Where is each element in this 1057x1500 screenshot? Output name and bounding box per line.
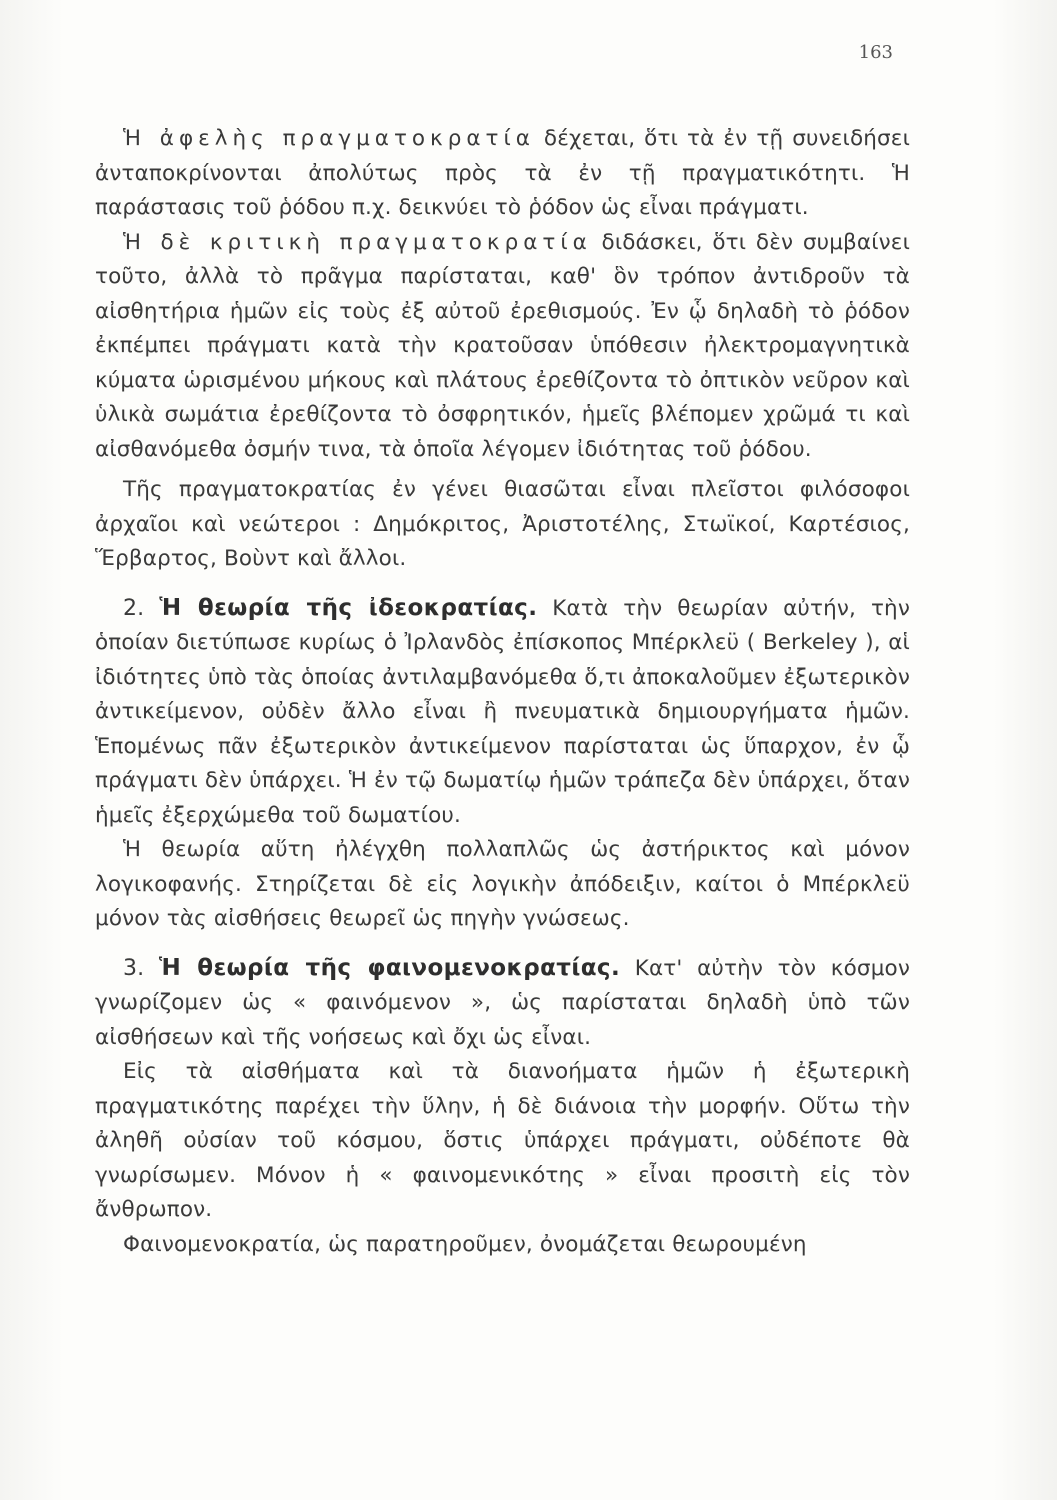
paragraph-naive-realism-text: δέχεται, ὅτι τὰ ἐν τῇ συνειδήσει ἀνταποκρίνονται ἀπολύτως πρὸς τὰ ἐν τῇ πραγματικότητι. Ἡ παράστασις τοῦ ῥόδου π.χ. δεικνύει τὸ ῥόδον ὡς εἶναι πράγματι. xyxy=(95,126,910,220)
paragraph-matter-form: Εἰς τὰ αἰσθήματα καὶ τὰ διανοήματα ἡμῶν ἡ ἐξωτερικὴ πραγματικότης παρέχει τὴν ὕλην, ἡ δὲ διάνοια τὴν μορφήν. Οὕτω τὴν ἀληθῆ οὐσίαν τοῦ κόσμου, ὅστις ὑπάρχει πράγματι, οὐδέποτε θὰ γνωρίσωμεν. Μόνον ἡ « φαινομενικότης » εἶναι προσιτὴ εἰς τὸν ἄνθρωπον. xyxy=(95,1059,910,1222)
page-body xyxy=(95,122,910,1262)
paragraph-naive-realism xyxy=(95,122,910,226)
section-phenomenalism-text: Κατ' αὐτὴν τὸν κόσμον γνωρίζομεν ὡς « φαινόμενον », ὡς παρίσταται δηλαδὴ ὑπὸ τῶν αἰσθήσεων καὶ τῆς νοήσεως καὶ ὄχι ὡς εἶναι. xyxy=(95,955,911,1050)
paragraph-idealism-critique: Ἡ θεωρία αὕτη ἠλέγχθη πολλαπλῶς ὡς ἀστήρικτος καὶ μόνον λογικοφανής. Στηρίζεται δὲ εἰς λογικὴν ἀπόδειξιν, καίτοι ὁ Μπέρκλεϋ μόνον τὰς αἰσθήσεις θεωρεῖ ὡς πηγὴν γνώσεως. xyxy=(95,837,910,931)
paragraph-critical-realism-text: διδάσκει, ὅτι δὲν συμβαίνει τοῦτο, ἀλλὰ τὸ πρᾶγμα παρίσταται, καθ' ὃν τρόπον ἀντιδροῦν τὰ αἰσθητήρια ἡμῶν εἰς τοὺς ἐξ αὐτοῦ ἐρεθισμούς. Ἐν ᾧ δηλαδὴ τὸ ῥόδον ἐκπέμπει πράγματι κατὰ τὴν κρατοῦσαν ὑπόθεσιν ἠλεκτρομαγνητικὰ κύματα ὡρισμένου μήκους καὶ πλάτους ἐρεθίζοντα τὸ ὀπτικὸν νεῦρον καὶ ὑλικὰ σωμάτια ἐρεθίζοντα τὸ ὀσφρητικόν, ἡμεῖς βλέπομεν χρῶμά τι καὶ αἰσθανόμεθα ὀσμήν τινα, τὰ ὁποῖα λέγομεν ἰδιότητας τοῦ ῥόδου. xyxy=(95,229,910,462)
section-idealism xyxy=(95,591,910,834)
spacer xyxy=(95,937,910,951)
spacer xyxy=(95,577,910,591)
section-idealism-text: Κατὰ τὴν θεωρίαν αὐτήν, τὴν ὁποίαν διετύπωσε κυρίως ὁ Ἰρλανδὸς ἐπίσκοπος Μπέρκλεϋ ( Berkeley ), αἱ ἰδιότητες ὑπὸ τὰς ὁποίας ἀντιλαμβανόμεθα ὅ,τι ἀποκαλοῦμεν ἐξωτερικὸν ἀντικείμενον, οὐδὲν ἄλλο εἶναι ἢ πνευματικὰ δημιουργήματα ἡμῶν. Ἑπομένως πᾶν ἐξωτερικὸν ἀντικείμενον παρίσταται ὡς ὕπαρχον, ἐν ᾧ πράγματι δὲν ὑπάρχει. Ἡ ἐν τῷ δωματίῳ ἡμῶν τράπεζα δὲν ὑπάρχει, ὅταν ἡμεῖς ἐξερχώμεθα τοῦ δωματίου. xyxy=(95,595,910,828)
page-number: 163 xyxy=(858,42,893,63)
paragraph-phenomenalism-definition: Φαινομενοκρατία, ὡς παρατηροῦμεν, ὀνομάζεται θεωρουμένη xyxy=(123,1231,807,1257)
section-title-idealism: Ἡ θεωρία τῆς ἰδεοκρατίας. xyxy=(159,594,538,621)
paragraph-realism-proponents: Τῆς πραγματοκρατίας ἐν γένει θιασῶται εἶναι πλεῖστοι φιλόσοφοι ἀρχαῖοι καὶ νεώτεροι : Δημόκριτος, Ἀριστοτέλης, Στωϊκοί, Καρτέσιος, Ἕρβαρτος, Βοὺντ καὶ ἄλλοι. xyxy=(95,477,910,571)
section-phenomenalism xyxy=(95,951,910,1056)
term-naive-realism: Ἡ ἀφελὴς πραγματοκρατία xyxy=(123,126,535,151)
term-critical-realism: Ἡ δὲ κριτικὴ πραγματοκρατία xyxy=(123,229,592,255)
section-title-phenomenalism: Ἡ θεωρία τῆς φαινομενοκρατίας. xyxy=(158,954,621,981)
section-number-3: 3. xyxy=(123,955,145,981)
paragraph-critical-realism xyxy=(95,226,910,468)
section-number-2: 2. xyxy=(123,595,145,621)
